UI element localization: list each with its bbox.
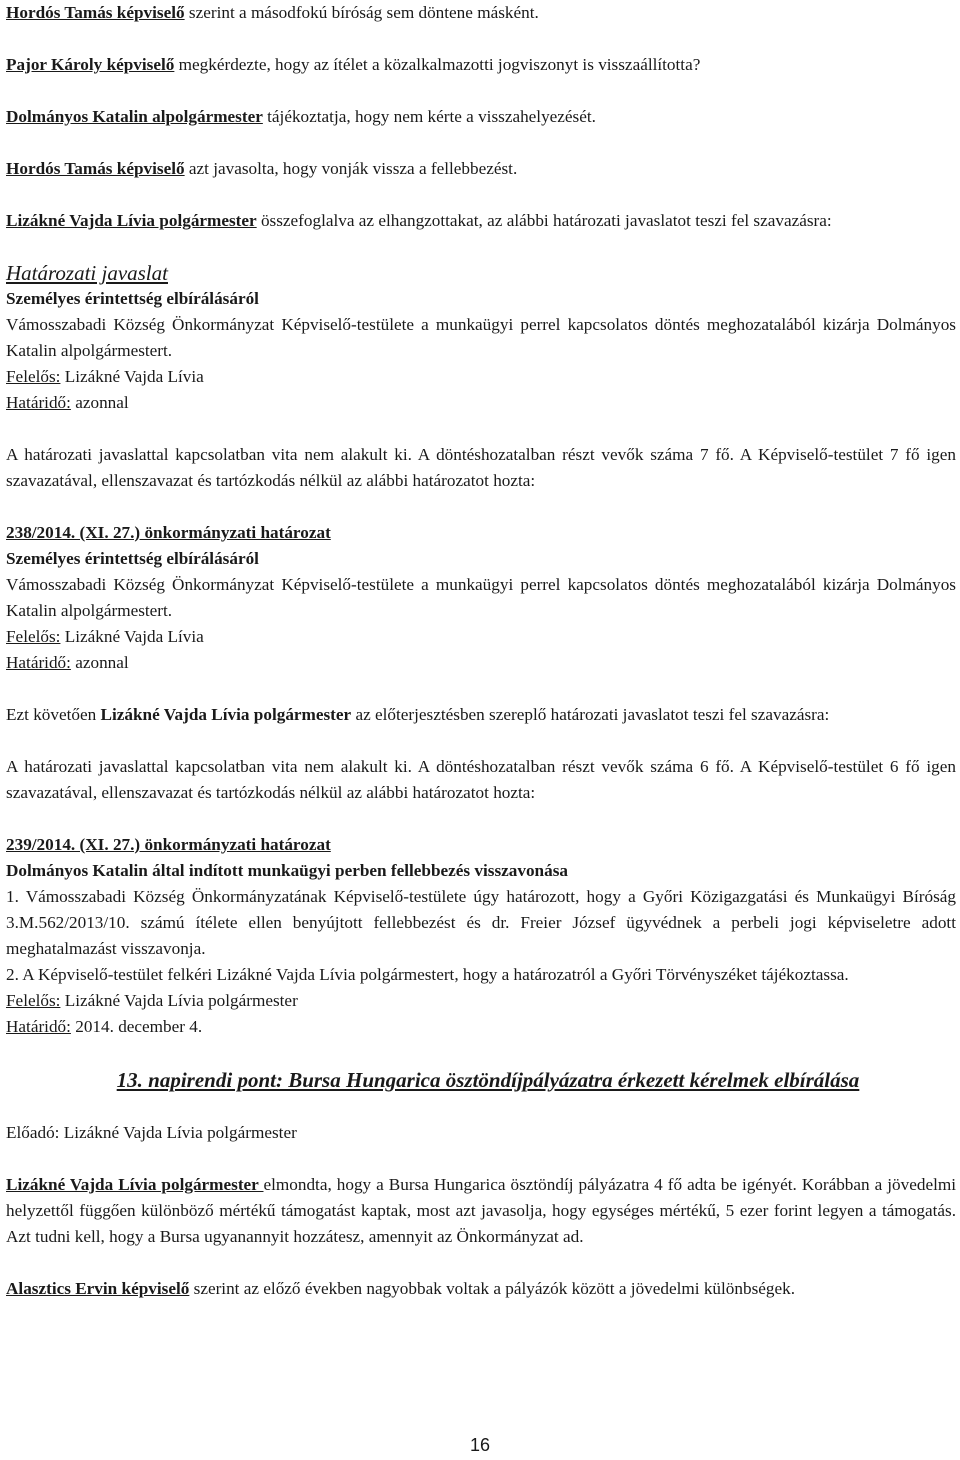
responsible-label: Felelős: — [6, 627, 61, 646]
paragraph-text: összefoglalva az elhangzottakat, az alábbi határozati javaslatot teszi fel szavazásra: — [256, 211, 832, 230]
paragraph — [6, 0, 956, 26]
paragraph-text: tájékoztatja, hogy nem kérte a visszahelyezését. — [262, 107, 596, 126]
deadline-value: 2014. december 4. — [70, 1017, 203, 1036]
section-heading: 13. napirendi pont: Bursa Hungarica ösztöndíjpályázatra érkezett kérelmek elbírálása — [116, 1068, 860, 1092]
deadline-value: azonnal — [70, 653, 129, 672]
proposal-body: Vámosszabadi Község Önkormányzat Képviselő-testülete a munkaügyi perrel kapcsolatos döntés meghozatalából kizárja Dolmányos Katalin alpolgármestert. — [6, 315, 956, 360]
speaker-name: Hordós Tamás képviselő — [6, 159, 185, 178]
resolution-number: 238/2014. (XI. 27.) önkormányzati határozat — [6, 523, 331, 542]
paragraph-text: szerint az előző években nagyobbak voltak a pályázók között a jövedelmi különbségek. — [189, 1279, 795, 1298]
paragraph — [6, 52, 956, 78]
speaker-name: Lizákné Vajda Lívia polgármester — [100, 705, 352, 724]
responsible-label: Felelős: — [6, 367, 61, 386]
proposal-title: Határozati javaslat — [6, 261, 168, 285]
deadline-label: Határidő: — [6, 653, 71, 672]
paragraph-text: szerint a másodfokú bíróság sem döntene másként. — [184, 3, 539, 22]
paragraph — [6, 208, 956, 234]
deadline-label: Határidő: — [6, 393, 71, 412]
responsible-value: Lizákné Vajda Lívia — [60, 367, 204, 386]
speaker-name: Dolmányos Katalin alpolgármester — [6, 107, 263, 126]
speaker-name: Lizákné Vajda Lívia polgármester — [6, 1175, 264, 1194]
deadline-line — [6, 390, 956, 416]
speaker-name: Hordós Tamás képviselő — [6, 3, 185, 22]
vote-paragraph: A határozati javaslattal kapcsolatban vita nem alakult ki. A döntéshozatalban részt vevők száma 7 fő. A Képviselő-testület 7 fő igen szavazatával, ellenszavazat és tartózkodás nélkül az alábbi határozatot hozta: — [6, 445, 956, 490]
paragraph-text: azt javasolta, hogy vonják vissza a fellebbezést. — [184, 159, 518, 178]
deadline-value: azonnal — [70, 393, 129, 412]
paragraph — [6, 1172, 956, 1250]
paragraph — [6, 1276, 956, 1302]
speaker-name: Lizákné Vajda Lívia polgármester — [6, 211, 257, 230]
speaker-name: Pajor Károly képviselő — [6, 55, 175, 74]
proposal-subject: Személyes érintettség elbírálásáról — [6, 289, 259, 308]
resolution-number: 239/2014. (XI. 27.) önkormányzati határozat — [6, 835, 331, 854]
resolution-item: 1. Vámosszabadi Község Önkormányzatának Képviselő-testülete úgy határozott, hogy a Győri Közigazgatási és Munkaügyi Bíróság 3.M.562/2013/10. számú ítélete ellen benyújtott fellebbezést és dr. Freier József ügyvédnek a perbeli jogi képviseletre adott meghatalmazást visszavonja. — [6, 887, 956, 958]
paragraph-text: megkérdezte, hogy az ítélet a közalkalmazotti jogviszonyt is visszaállította? — [174, 55, 701, 74]
document-page — [6, 0, 956, 1302]
resolution-subject: Személyes érintettség elbírálásáról — [6, 549, 259, 568]
resolution-body: Vámosszabadi Község Önkormányzat Képviselő-testülete a munkaügyi perrel kapcsolatos döntés meghozatalából kizárja Dolmányos Katalin alpolgármestert. — [6, 575, 956, 620]
vote-paragraph: A határozati javaslattal kapcsolatban vita nem alakult ki. A döntéshozatalban részt vevők száma 6 fő. A Képviselő-testület 6 fő igen szavazatával, ellenszavazat és tartózkodás nélkül az alábbi határozatot hozta: — [6, 757, 956, 802]
paragraph — [6, 702, 956, 728]
deadline-label: Határidő: — [6, 1017, 71, 1036]
paragraph-text: az előterjesztésben szereplő határozati javaslatot teszi fel szavazásra: — [351, 705, 830, 724]
responsible-label: Felelős: — [6, 991, 61, 1010]
deadline-line — [6, 650, 956, 676]
paragraph — [6, 156, 956, 182]
paragraph — [6, 104, 956, 130]
responsible-line — [6, 988, 956, 1014]
deadline-line — [6, 1014, 956, 1040]
speaker-name: Alasztics Ervin képviselő — [6, 1279, 190, 1298]
paragraph-text: elmondta, hogy a Bursa Hungarica ösztöndíj pályázatra 4 fő adta be igényét. Korábban a jövedelmi helyzettől függően különböző mértékű támogatást kaptak, most azt javasolja, hogy egységes mértékű, 5 ezer forint legyen a támogatás. Azt tudni kell, hogy a Bursa ugyanannyit hozzátesz, amennyit az Önkormányzat ad. — [6, 1175, 956, 1246]
presenter-line: Előadó: Lizákné Vajda Lívia polgármester — [6, 1123, 297, 1142]
responsible-value: Lizákné Vajda Lívia — [60, 627, 204, 646]
resolution-subject: Dolmányos Katalin által indított munkaügyi perben fellebbezés visszavonása — [6, 861, 568, 880]
responsible-value: Lizákné Vajda Lívia polgármester — [60, 991, 298, 1010]
page-number: 16 — [469, 1435, 491, 1455]
responsible-line — [6, 364, 956, 390]
paragraph-text: Ezt követően — [6, 705, 101, 724]
responsible-line — [6, 624, 956, 650]
resolution-item: 2. A Képviselő-testület felkéri Lizákné Vajda Lívia polgármestert, hogy a határozatról a Győri Törvényszéket tájékoztassa. — [6, 965, 849, 984]
